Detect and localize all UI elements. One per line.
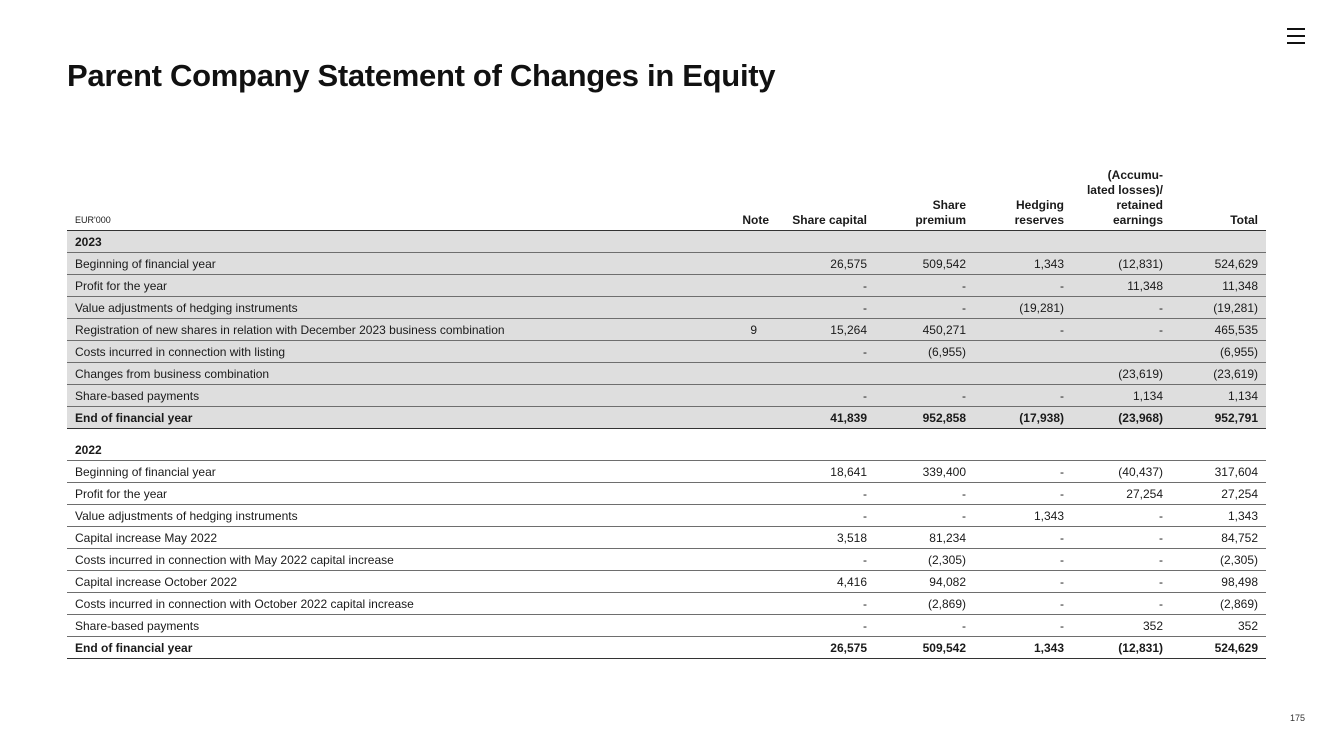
hamburger-menu-icon[interactable] xyxy=(1287,26,1305,44)
section-2022 xyxy=(67,439,1266,659)
note-cell xyxy=(697,461,769,483)
note-cell xyxy=(697,571,769,593)
hedging-reserves-cell: (19,281) xyxy=(966,297,1064,319)
row-label: Beginning of financial year xyxy=(67,253,697,275)
accumulated-losses-cell: (12,831) xyxy=(1064,637,1163,659)
note-cell xyxy=(697,637,769,659)
note-cell xyxy=(697,505,769,527)
note-cell xyxy=(697,527,769,549)
accumulated-losses-cell: (40,437) xyxy=(1064,461,1163,483)
page-title: Parent Company Statement of Changes in Equity xyxy=(67,58,776,93)
share-capital-cell: 41,839 xyxy=(769,407,867,429)
equity-table xyxy=(67,168,1266,659)
note-cell xyxy=(697,341,769,363)
section-2023 xyxy=(67,231,1266,429)
accumulated-losses-cell xyxy=(1064,341,1163,363)
share-capital-cell: 4,416 xyxy=(769,571,867,593)
share-premium-cell: 94,082 xyxy=(867,571,966,593)
share-capital-cell: 18,641 xyxy=(769,461,867,483)
share-premium-cell: - xyxy=(867,297,966,319)
share-capital-cell: 15,264 xyxy=(769,319,867,341)
row-label: Registration of new shares in relation with December 2023 business combination xyxy=(67,319,697,341)
hedging-reserves-cell: - xyxy=(966,615,1064,637)
hedging-reserves-cell xyxy=(966,363,1064,385)
row-label: Capital increase October 2022 xyxy=(67,571,697,593)
year-heading-row xyxy=(67,439,1266,461)
share-capital-cell: 26,575 xyxy=(769,253,867,275)
share-capital-cell xyxy=(769,363,867,385)
note-cell xyxy=(697,253,769,275)
hedging-reserves-cell: (17,938) xyxy=(966,407,1064,429)
share-premium-cell: 81,234 xyxy=(867,527,966,549)
share-premium-cell: 509,542 xyxy=(867,253,966,275)
hedging-reserves-cell: - xyxy=(966,527,1064,549)
share-premium-cell: - xyxy=(867,483,966,505)
hedging-reserves-cell: - xyxy=(966,275,1064,297)
share-premium-cell: 450,271 xyxy=(867,319,966,341)
total-cell: (23,619) xyxy=(1163,363,1266,385)
row-label: Share-based payments xyxy=(67,385,697,407)
share-capital-cell: - xyxy=(769,483,867,505)
row-label: End of financial year xyxy=(67,637,697,659)
currency-unit-header: EUR'000 xyxy=(67,168,697,231)
table-row xyxy=(67,385,1266,407)
accumulated-losses-cell: - xyxy=(1064,527,1163,549)
row-label: Share-based payments xyxy=(67,615,697,637)
share-capital-cell: 26,575 xyxy=(769,637,867,659)
note-cell xyxy=(697,549,769,571)
share-capital-cell: - xyxy=(769,505,867,527)
year-heading: 2022 xyxy=(67,439,1266,461)
note-cell xyxy=(697,615,769,637)
year-heading: 2023 xyxy=(67,231,1266,253)
note-cell xyxy=(697,275,769,297)
share-capital-header: Share capital xyxy=(769,168,867,231)
table-row xyxy=(67,505,1266,527)
table-row xyxy=(67,461,1266,483)
table-row xyxy=(67,363,1266,385)
note-cell xyxy=(697,483,769,505)
row-label: Capital increase May 2022 xyxy=(67,527,697,549)
table-header xyxy=(67,168,1266,231)
total-cell: 11,348 xyxy=(1163,275,1266,297)
share-premium-cell: - xyxy=(867,505,966,527)
section-spacer xyxy=(67,429,1266,440)
table-row xyxy=(67,297,1266,319)
accumulated-losses-cell: - xyxy=(1064,571,1163,593)
total-cell: 84,752 xyxy=(1163,527,1266,549)
hedging-reserves-cell: 1,343 xyxy=(966,505,1064,527)
total-cell: 465,535 xyxy=(1163,319,1266,341)
table-row xyxy=(67,275,1266,297)
note-cell: 9 xyxy=(697,319,769,341)
table-row xyxy=(67,549,1266,571)
row-label: Value adjustments of hedging instruments xyxy=(67,297,697,319)
total-cell: 27,254 xyxy=(1163,483,1266,505)
total-cell: 317,604 xyxy=(1163,461,1266,483)
table-row xyxy=(67,341,1266,363)
share-premium-cell: (2,869) xyxy=(867,593,966,615)
share-capital-cell: - xyxy=(769,593,867,615)
table-row xyxy=(67,319,1266,341)
note-cell xyxy=(697,385,769,407)
total-cell: 952,791 xyxy=(1163,407,1266,429)
note-cell xyxy=(697,297,769,319)
share-capital-cell: - xyxy=(769,341,867,363)
table-row xyxy=(67,571,1266,593)
share-capital-cell: - xyxy=(769,385,867,407)
total-cell: (6,955) xyxy=(1163,341,1266,363)
accumulated-losses-cell: (12,831) xyxy=(1064,253,1163,275)
accumulated-losses-cell: 11,348 xyxy=(1064,275,1163,297)
total-cell: 352 xyxy=(1163,615,1266,637)
note-cell xyxy=(697,593,769,615)
share-premium-cell: 509,542 xyxy=(867,637,966,659)
accumulated-losses-cell: (23,968) xyxy=(1064,407,1163,429)
row-label: Changes from business combination xyxy=(67,363,697,385)
share-premium-cell: - xyxy=(867,385,966,407)
total-cell: (2,305) xyxy=(1163,549,1266,571)
accumulated-losses-cell: - xyxy=(1064,297,1163,319)
total-cell: 524,629 xyxy=(1163,637,1266,659)
accumulated-losses-cell: 1,134 xyxy=(1064,385,1163,407)
hedging-reserves-cell: - xyxy=(966,461,1064,483)
share-capital-cell: - xyxy=(769,275,867,297)
hedging-reserves-cell: - xyxy=(966,549,1064,571)
accumulated-losses-cell: - xyxy=(1064,593,1163,615)
share-premium-cell: (2,305) xyxy=(867,549,966,571)
note-cell xyxy=(697,363,769,385)
table-row xyxy=(67,593,1266,615)
hedging-reserves-cell: - xyxy=(966,319,1064,341)
share-capital-cell: - xyxy=(769,297,867,319)
accumulated-losses-cell: (23,619) xyxy=(1064,363,1163,385)
year-heading-row xyxy=(67,231,1266,253)
row-label: Costs incurred in connection with listing xyxy=(67,341,697,363)
share-premium-cell: 339,400 xyxy=(867,461,966,483)
share-capital-cell: - xyxy=(769,615,867,637)
total-cell: (19,281) xyxy=(1163,297,1266,319)
share-premium-cell: (6,955) xyxy=(867,341,966,363)
table-row xyxy=(67,527,1266,549)
total-cell: 1,343 xyxy=(1163,505,1266,527)
row-label: Value adjustments of hedging instruments xyxy=(67,505,697,527)
share-premium-header: Share premium xyxy=(867,168,966,231)
total-cell: (2,869) xyxy=(1163,593,1266,615)
row-label: Profit for the year xyxy=(67,275,697,297)
row-label: End of financial year xyxy=(67,407,697,429)
share-premium-cell: 952,858 xyxy=(867,407,966,429)
hedging-reserves-cell xyxy=(966,341,1064,363)
hedging-reserves-cell: - xyxy=(966,483,1064,505)
total-cell: 98,498 xyxy=(1163,571,1266,593)
table-row xyxy=(67,253,1266,275)
row-label: Costs incurred in connection with October 2022 capital increase xyxy=(67,593,697,615)
total-cell: 524,629 xyxy=(1163,253,1266,275)
page-number: 175 xyxy=(1290,713,1306,723)
accumulated-losses-cell: - xyxy=(1064,549,1163,571)
note-header: Note xyxy=(697,168,769,231)
table-row xyxy=(67,615,1266,637)
note-cell xyxy=(697,407,769,429)
accumulated-losses-cell: 352 xyxy=(1064,615,1163,637)
table-row xyxy=(67,483,1266,505)
share-premium-cell: - xyxy=(867,615,966,637)
accumulated-losses-cell: - xyxy=(1064,319,1163,341)
end-of-year-row xyxy=(67,637,1266,659)
end-of-year-row xyxy=(67,407,1266,429)
hedging-reserves-cell: - xyxy=(966,385,1064,407)
row-label: Profit for the year xyxy=(67,483,697,505)
accumulated-losses-header: (Accumu- lated losses)/ retained earnings xyxy=(1064,168,1163,231)
share-capital-cell: 3,518 xyxy=(769,527,867,549)
hedging-reserves-cell: - xyxy=(966,571,1064,593)
share-capital-cell: - xyxy=(769,549,867,571)
hedging-reserves-cell: 1,343 xyxy=(966,637,1064,659)
share-premium-cell xyxy=(867,363,966,385)
hedging-reserves-cell: 1,343 xyxy=(966,253,1064,275)
share-premium-cell: - xyxy=(867,275,966,297)
total-header: Total xyxy=(1163,168,1266,231)
total-cell: 1,134 xyxy=(1163,385,1266,407)
hedging-reserves-cell: - xyxy=(966,593,1064,615)
row-label: Costs incurred in connection with May 2022 capital increase xyxy=(67,549,697,571)
hedging-reserves-header: Hedging reserves xyxy=(966,168,1064,231)
accumulated-losses-cell: 27,254 xyxy=(1064,483,1163,505)
accumulated-losses-cell: - xyxy=(1064,505,1163,527)
row-label: Beginning of financial year xyxy=(67,461,697,483)
